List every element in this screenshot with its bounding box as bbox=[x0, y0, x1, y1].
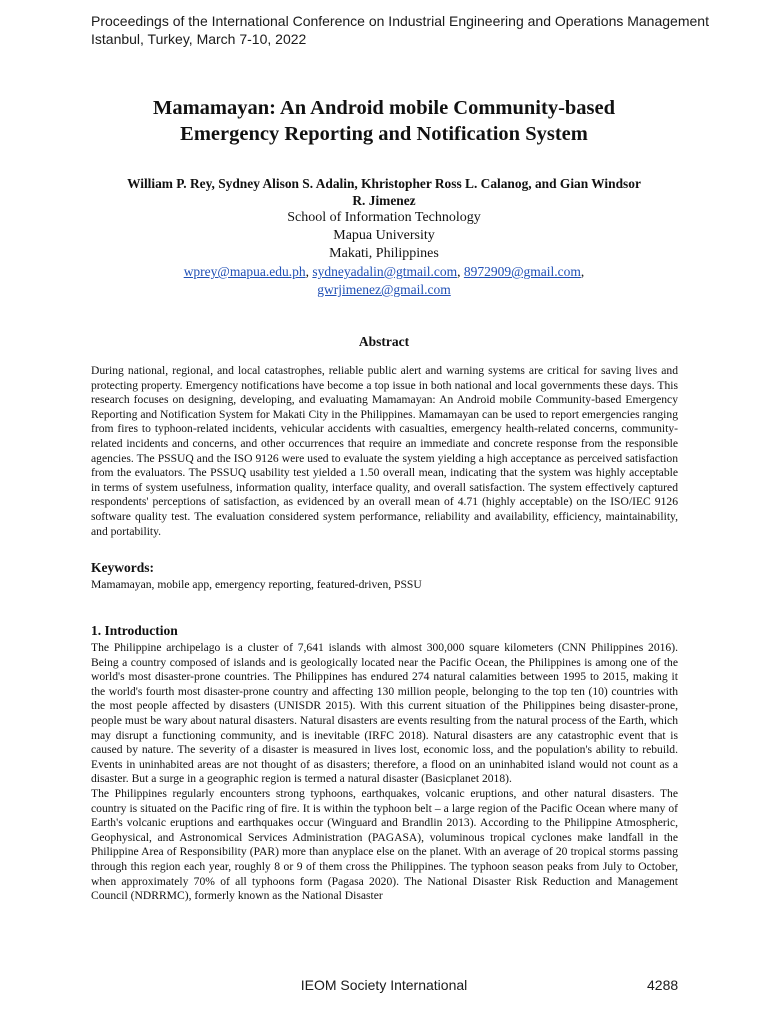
keywords-heading: Keywords: bbox=[91, 560, 154, 575]
emails-line-2 bbox=[80, 281, 688, 299]
authors-line-2: R. Jimenez bbox=[352, 193, 416, 208]
affiliation bbox=[80, 209, 688, 263]
email-link-adalin[interactable]: sydneyadalin@gtmail.com bbox=[312, 264, 458, 279]
author-list bbox=[80, 175, 688, 209]
footer-society: IEOM Society International bbox=[300, 977, 468, 993]
header-conference: Proceedings of the International Conference on Industrial Engineering and Operations Management bbox=[91, 13, 709, 29]
introduction-body bbox=[91, 641, 678, 904]
running-header bbox=[91, 12, 709, 48]
keywords-text: Mamamayan, mobile app, emergency reporting, featured-driven, PSSU bbox=[91, 578, 422, 591]
introduction-paragraph-1: The Philippine archipelago is a cluster of 7,641 islands with almost 300,000 square kilometers (CNN Philippines 2016). Being a country composed of islands and is geologically located near the Pacific Ocean, the Philippines is among one of the world's most disaster-prone countries. The Philippines has endured 274 natural calamities between 1995 to 2015, making it the world's fourth most disaster-prone country and affecting 130 million people, belonging to the top ten (10) countries with the most people affected by disasters (UNISDR 2015). With this current situation of the Philippines being disaster-prone, people must be wary about natural disasters. Natural disasters are events resulting from the natural process of the Earth, which may disrupt a functioning community, and is inevitable (IRFC 2018). Natural disasters are any catastrophic event that is caused by nature. The severity of a disaster is measured in lives lost, economic loss, and the population's ability to rebuild. Events in uninhabited areas are not thought of as disasters; therefore, a flood on an uninhabited island would not count as a disaster. But a surge in a geographic region is termed a natural disaster (Basicplanet 2018). bbox=[91, 641, 678, 786]
authors-line-1: William P. Rey, Sydney Alison S. Adalin, Khristopher Ross L. Calanog, and Gian Windsor bbox=[127, 176, 641, 191]
email-separator: , bbox=[580, 264, 585, 279]
title-line-1: Mamamayan: An Android mobile Community-based bbox=[152, 97, 616, 119]
email-link-rey[interactable]: wprey@mapua.edu.ph bbox=[183, 264, 306, 279]
header-location-date: Istanbul, Turkey, March 7-10, 2022 bbox=[91, 31, 307, 47]
page-number: 4288 bbox=[647, 977, 679, 993]
affiliation-university: Mapua University bbox=[333, 228, 435, 243]
paper-title bbox=[60, 95, 708, 147]
email-link-jimenez[interactable]: gwrjimenez@gmail.com bbox=[317, 282, 451, 297]
emails-line-1 bbox=[80, 263, 688, 281]
affiliation-school: School of Information Technology bbox=[287, 210, 481, 225]
introduction-heading: 1. Introduction bbox=[91, 623, 178, 638]
introduction-paragraph-2: The Philippines regularly encounters strong typhoons, earthquakes, volcanic eruptions, and other natural disasters. The country is situated on the Pacific ring of fire. It is within the typhoon belt – a large region of the Pacific Ocean where many of Earth's volcanic eruptions and earthquakes occur (Winguard and Brandlin 2013). According to the Philippine Atmospheric, Geophysical, and Astronomical Services Administration (PAGASA), voluminous tropical cyclones make landfall in the Philippine Area of Responsibility (PAR) more than anyplace else on the planet. With an average of 20 tropical storms passing through this region each year, roughly 8 or 9 of them cross the Philippines. The typhoon season peaks from July to October, when approximately 70% of all typhoons form (Pagasa 2020). The National Disaster Risk Reduction and Management Council (NDRRMC), formerly known as the National Disaster bbox=[91, 786, 678, 903]
affiliation-location: Makati, Philippines bbox=[329, 246, 439, 261]
email-separator: , bbox=[305, 264, 313, 279]
email-link-calanog[interactable]: 8972909@gmail.com bbox=[463, 264, 581, 279]
abstract-heading: Abstract bbox=[358, 334, 410, 349]
abstract-text: During national, regional, and local catastrophes, reliable public alert and warning systems are critical for saving lives and protecting property. Emergency notifications have become a top issue in both national and local governments these days. This research focuses on designing, developing, and evaluating Mamamayan: An Android mobile Community-based Emergency Reporting and Notification System for Makati City in the Philippines. Mamamayan can be used to report emergencies ranging from fires to typhoon-related incidents, vehicular accidents with casualties, emergency health-related concerns, community-related incidents and concerns, and other occurrences that require an immediate and concrete response from the responsible agencies. The PSSUQ and the ISO 9126 were used to evaluate the system yielding a high acceptance as perceived satisfaction from the evaluators. The PSSUQ usability test yielded a 1.50 overall mean, indicating that the system was highly acceptable in terms of system usefulness, information quality, interface quality, and overall satisfaction. The system effectively captured respondents' perceptions of satisfaction, as evidenced by an overall mean of 4.71 (highly acceptable) on the ISO/IEC 9126 software quality test. The evaluation considered system performance, reliability and availability, efficiency, maintainability, and portability. bbox=[91, 364, 678, 538]
email-separator: , bbox=[457, 264, 464, 279]
title-line-2: Emergency Reporting and Notification System bbox=[180, 123, 588, 145]
author-emails bbox=[80, 263, 688, 299]
